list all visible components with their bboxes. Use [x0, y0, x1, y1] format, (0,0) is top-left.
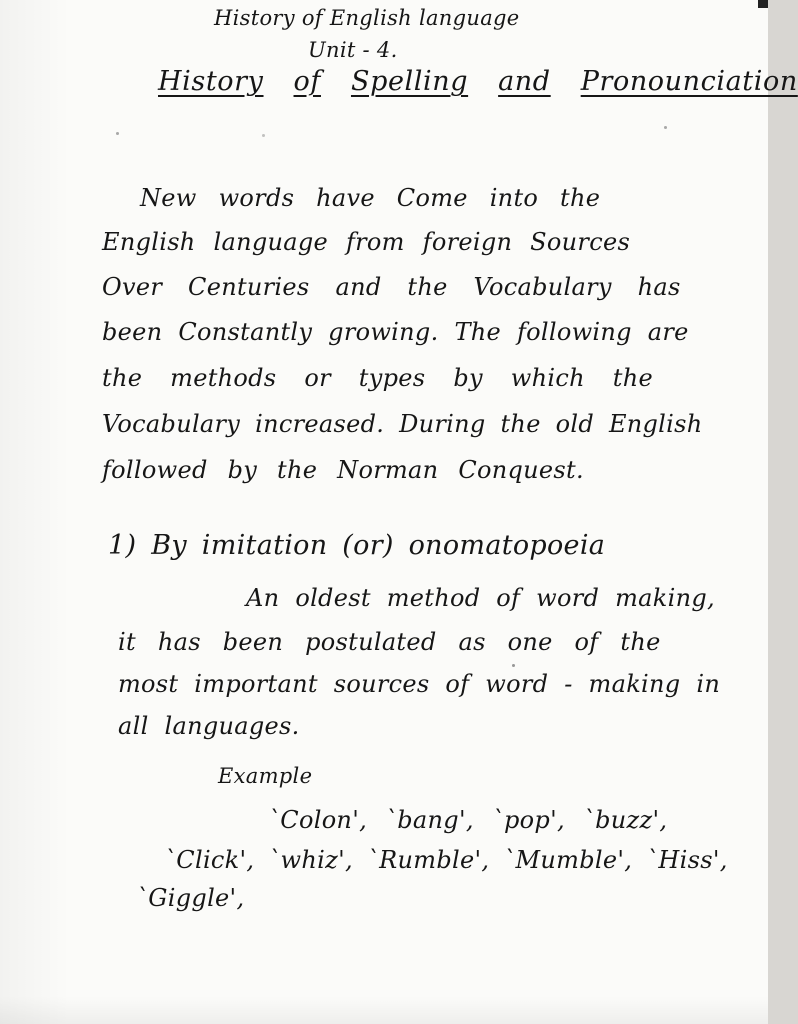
- paragraph-line: Vocabulary increased. During the old English: [102, 410, 703, 438]
- title-word-2: of: [293, 66, 321, 97]
- unit-label: Unit - 4.: [308, 38, 398, 62]
- paragraph-line: all languages.: [118, 712, 300, 740]
- paragraph-line: been Constantly growing. The following are: [102, 318, 689, 346]
- section-heading: 1) By imitation (or) onomatopoeia: [108, 530, 606, 561]
- ink-speck: [664, 126, 667, 129]
- page-shadow-left: [0, 0, 70, 1024]
- page-shadow-bottom: [0, 996, 768, 1024]
- title-word-4: and: [498, 66, 551, 97]
- paragraph-line: An oldest method of word making,: [246, 584, 715, 612]
- example-line: `Giggle',: [136, 884, 245, 912]
- ink-speck: [116, 132, 119, 135]
- example-line: `Colon', `bang', `pop', `buzz',: [268, 806, 668, 834]
- ink-speck: [262, 134, 265, 137]
- paragraph-line: English language from foreign Sources: [102, 228, 631, 256]
- example-line: `Click', `whiz', `Rumble', `Mumble', `Hiss',: [164, 846, 728, 874]
- page-corner: [758, 0, 768, 8]
- paragraph-line: most important sources of word - making in: [118, 670, 721, 698]
- title-word-1: History: [158, 66, 264, 97]
- ink-speck: [512, 664, 515, 667]
- title-word-5: Pronounciation: [580, 66, 798, 97]
- title-word-3: Spelling: [350, 66, 469, 97]
- page-title: [158, 66, 798, 97]
- course-title: History of English language: [214, 6, 520, 30]
- example-label: Example: [218, 764, 313, 788]
- paragraph-line: followed by the Norman Conquest.: [102, 456, 584, 484]
- paragraph-line: it has been postulated as one of the: [118, 628, 661, 656]
- paragraph-line: New words have Come into the: [140, 184, 601, 212]
- paragraph-line: the methods or types by which the: [102, 364, 653, 392]
- paragraph-line: Over Centuries and the Vocabulary has: [102, 273, 681, 301]
